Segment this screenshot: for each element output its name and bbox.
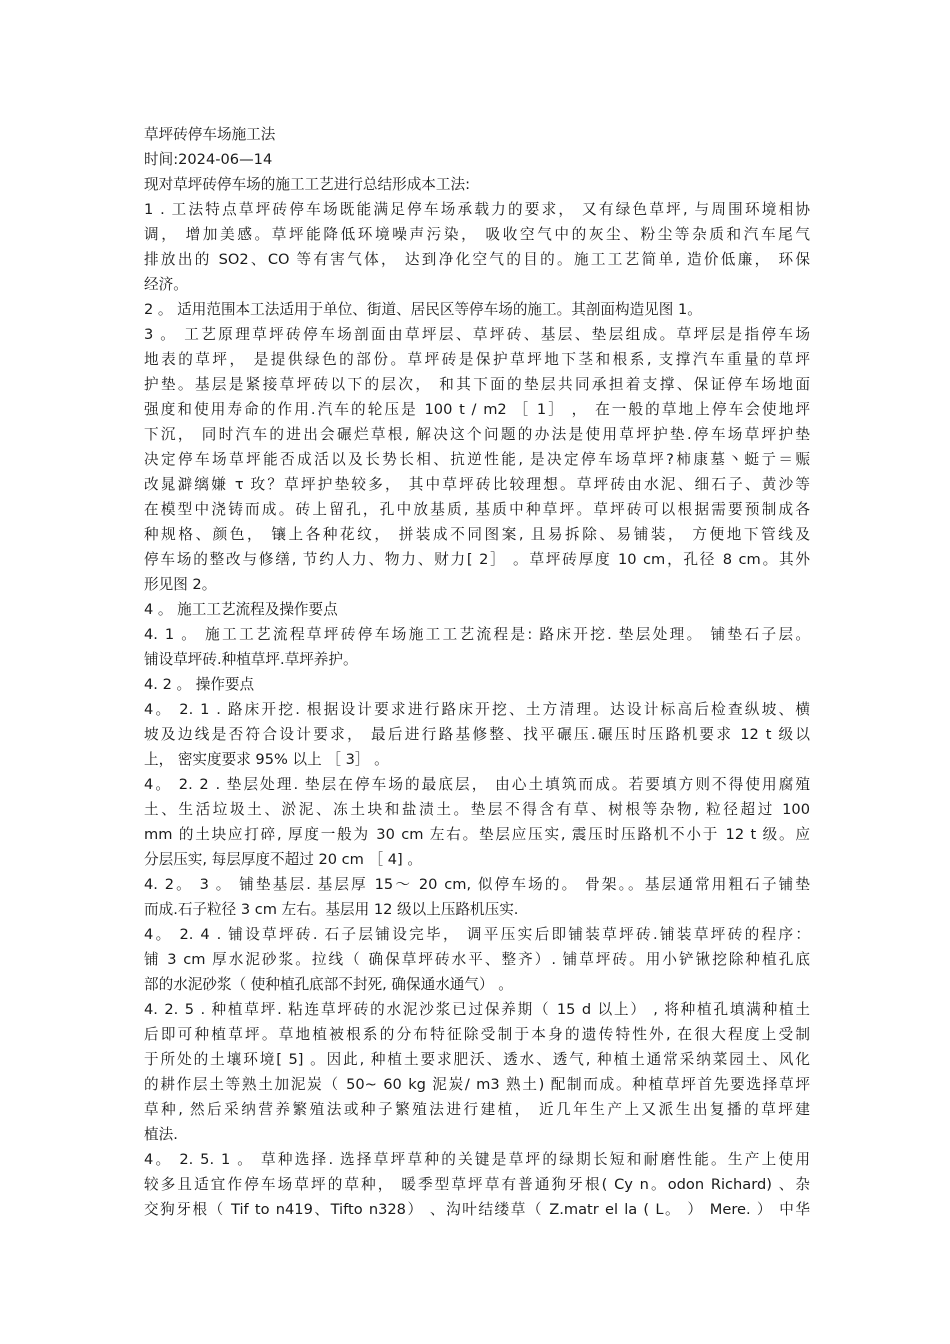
text-line: 部的水泥砂浆（ 使种植孔底部不封死, 确保通水通气） 。 <box>144 976 513 993</box>
text-line: 现对草坪砖停车场的施工工艺进行总结形成本工法: <box>144 176 470 193</box>
text-line: 的耕作层土等熟土加泥炭（ 50~ 60 kg 泥炭/ m3 熟土) 配制而成。种植草坪首先要选择草坪 <box>144 1076 810 1093</box>
text-line: 4. 1 。 施工工艺流程草坪砖停车场施工工艺流程是: 路床开挖. 垫层处理。 铺垫石子层。 <box>144 626 810 643</box>
text-line: 上， 密实度要求 95% 以上 ［ 3］ 。 <box>144 751 389 768</box>
text-line: 4 。 施工工艺流程及操作要点 <box>144 601 338 618</box>
document-date: 时间:2024-06—14 <box>144 151 273 168</box>
text-line: 在模型中浇铸而成。砖上留孔，孔中放基质, 基质中种草坪。草坪砖可以根据需要预制成各 <box>144 501 810 518</box>
text-line: 1 . 工法特点草坪砖停车场既能满足停车场承载力的要求， 又有绿色草坪, 与周围环境相协 <box>144 201 810 218</box>
text-line: 于所处的土壤环境[ 5] 。因此, 种植土要求肥沃、透水、透气, 种植土通常采纳菜园土、风化 <box>144 1051 810 1068</box>
text-line: 地表的草坪， 是提供绿色的部份。草坪砖是保护草坪地下茎和根系, 支撑汽车重量的草坪 <box>144 351 810 368</box>
text-line: 经济。 <box>144 276 188 293</box>
text-line: 交狗牙根（ Tif to n419、Tifto n328） 、沟叶结缕草（ Z.matr el la ( L。 ） Mere. ） 中华 <box>144 1201 810 1218</box>
text-line: 植法. <box>144 1126 178 1143</box>
document-body <box>144 172 810 1222</box>
text-line: 坡及边线是否符合设计要求， 最后进行路基修整、找平碾压.碾压时压路机要求 12 t 级以 <box>144 726 810 743</box>
text-line: 4。 2. 5. 1 。 草种选择. 选择草坪草种的关键是草坪的绿期长短和耐磨性能。生产上使用 <box>144 1151 810 1168</box>
text-line: 停车场的整改与修缮, 节约人力、物力、财力[ 2］ 。草坪砖厚度 10 cm，孔径 8 cm。其外 <box>144 551 810 568</box>
text-line: 形见图 2。 <box>144 576 217 593</box>
text-line: 分层压实, 每层厚度不超过 20 cm ［ 4] 。 <box>144 851 422 868</box>
text-line: mm 的土块应打碎, 厚度一般为 30 cm 左右。垫层应压实, 震压时压路机不小于 12 t 级。应 <box>144 826 810 843</box>
text-line: 4. 2 。 操作要点 <box>144 676 255 693</box>
text-line: 排放出的 SO2、CO 等有害气体， 达到净化空气的目的。施工工艺简单, 造价低廉， 环保 <box>144 251 810 268</box>
text-line: 而成.石子粒径 3 cm 左右。基层用 12 级以上压路机压实. <box>144 901 519 918</box>
text-line: 护垫。基层是紧接草坪砖以下的层次， 和其下面的垫层共同承担着支撑、保证停车场地面 <box>144 376 810 393</box>
document-page <box>144 122 810 1222</box>
text-line: 4。 2. 4 . 铺设草坪砖. 石子层铺设完毕， 调平压实后即铺装草坪砖.铺装草坪砖的程序： <box>144 926 810 943</box>
text-line: 决定停车场草坪能否成活以及长势长相、抗逆性能, 是决定停车场草坪?柿康墓丶蜓亍＝赈 <box>144 451 810 468</box>
text-line: 土、生活垃圾土、淤泥、冻土块和盐渍土。垫层不得含有草、树根等杂物, 粒径超过 100 <box>144 801 810 818</box>
text-line: 强度和使用寿命的作用.汽车的轮压是 100 t / m2 ［ 1］ ， 在一般的草地上停车会使地坪 <box>144 401 810 418</box>
text-line: 4. 2. 5 . 种植草坪. 粘连草坪砖的水泥沙浆已过保养期（ 15 d 以上） , 将种植孔填满种植土 <box>144 1001 810 1018</box>
text-line: 4。 2. 2 . 垫层处理. 垫层在停车场的最底层， 由心土填筑而成。若要填方则不得使用腐殖 <box>144 776 810 793</box>
text-line: 后即可种植草坪。草地植被根系的分布特征除受制于本身的遗传特性外, 在很大程度上受制 <box>144 1026 810 1043</box>
text-line: 调， 增加美感。草坪能降低环境噪声污染， 吸收空气中的灰尘、粉尘等杂质和汽车尾气 <box>144 226 810 243</box>
text-line: 改晁澼缡嫌 τ 玫？草坪护垫较多， 其中草坪砖比较理想。草坪砖由水泥、细石子、黄沙等 <box>144 476 810 493</box>
text-line: 4. 2。 3 。 铺垫基层. 基层厚 15～ 20 cm, 似停车场的。 骨架。。基层通常用粗石子铺垫 <box>144 876 810 893</box>
text-line: 3 。 工艺原理草坪砖停车场剖面由草坪层、草坪砖、基层、垫层组成。草坪层是指停车场 <box>144 326 810 343</box>
text-line: 下沉， 同时汽车的进出会碾烂草根, 解决这个问题的办法是使用草坪护垫.停车场草坪护垫 <box>144 426 810 443</box>
text-line: 4。 2. 1 . 路床开挖. 根据设计要求进行路床开挖、土方清理。达设计标高后检查纵坡、横 <box>144 701 810 718</box>
document-title: 草坪砖停车场施工法 <box>144 126 276 143</box>
text-line: 种规格、颜色， 镶上各种花纹， 拼装成不同图案, 且易拆除、易铺装， 方便地下管线及 <box>144 526 810 543</box>
text-line: 铺 3 cm 厚水泥砂浆。拉线（ 确保草坪砖水平、整齐）. 铺草坪砖。用小铲锹挖除种植孔底 <box>144 951 810 968</box>
text-line: 草种, 然后采纳营养繁殖法或种子繁殖法进行建植， 近几年生产上又派生出复播的草坪建 <box>144 1101 810 1118</box>
text-line: 较多且适宜作停车场草坪的草种， 暖季型草坪草有普通狗牙根( Cy n。odon Richard) 、杂 <box>144 1176 810 1193</box>
text-line: 2 。 适用范围本工法适用于单位、街道、居民区等停车场的施工。其剖面构造见图 1。 <box>144 301 702 318</box>
text-line: 铺设草坪砖.种植草坪.草坪养护。 <box>144 651 358 668</box>
